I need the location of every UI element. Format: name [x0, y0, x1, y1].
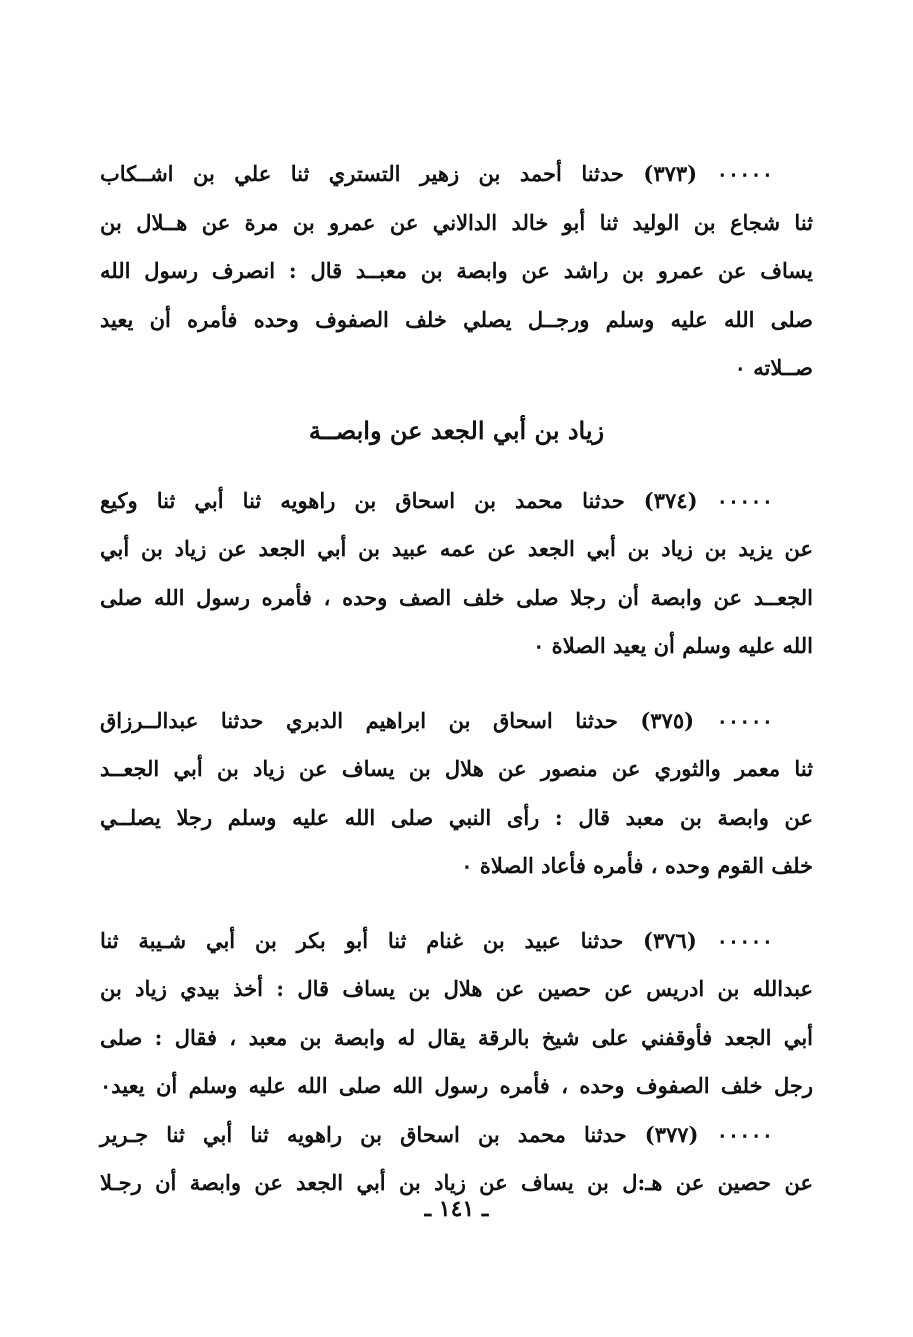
- text-line: عن يزيد بن زياد بن أبي الجعد عن عمه عبيد بن أبي الجعد عن زياد بن أبي: [100, 536, 813, 561]
- text-line: خلف القوم وحده ، فأمره فأعاد الصلاة ٠: [461, 853, 813, 878]
- hadith-374: [100, 477, 813, 671]
- paragraph-gap: [100, 671, 813, 697]
- text-line: عبدالله بن ادريس عن حصين عن هلال بن يساف قال : أخذ بيدي زياد بن: [100, 976, 813, 1001]
- text-line: يساف عن عمرو بن راشد عن وابصة بن معبــد قال : انصرف رسول الله: [100, 258, 813, 283]
- paragraph-gap: [100, 891, 813, 917]
- hadith-375: [100, 697, 813, 891]
- text-line: ٠٠٠٠٠ (٣٧٧) حدثنا محمد بن اسحاق بن راهويه ثنا أبي ثنا جـرير: [100, 1121, 774, 1147]
- text-line: ثنا شجاع بن الوليد ثنا أبو خالد الدالاني عن عمرو بن مرة عن هــلال بن: [100, 209, 813, 235]
- text-line: الجعــد عن وابصة أن رجلا صلى خلف الصف وحده ، فأمره رسول الله صلى: [100, 584, 813, 610]
- text-line: صلى الله عليه وسلم ورجــل يصلي خلف الصفوف وحده فأمره أن يعيد: [100, 306, 814, 332]
- text-line: صــلاته ٠: [734, 355, 813, 380]
- page-number: ـ ١٤١ ـ: [424, 1196, 489, 1222]
- text-line: ثنا معمر والثوري عن منصور عن هلال بن يساف عن زياد بن أبي الجعــد: [100, 756, 813, 781]
- text-line: ٠٠٠٠٠ (٣٧٥) حدثنا اسحاق بن ابراهيم الدبري حدثنا عبدالــرزاق: [100, 707, 774, 733]
- text-line: ٠٠٠٠٠ (٣٧٤) حدثنا محمد بن اسحاق بن راهويه ثنا أبي ثنا وكيع: [100, 487, 773, 513]
- text-line: أبي الجعد فأوقفني على شيخ بالرقة يقال له وابصة بن معبد ، فقال : صلى: [100, 1024, 813, 1050]
- hadith-377: [100, 1111, 813, 1208]
- section-heading: زياد بن أبي الجعد عن وابصــة: [308, 415, 605, 445]
- text-line: رجل خلف الصفوف وحده ، فأمره رسول الله صلى الله عليه وسلم أن يعيد٠: [100, 1073, 813, 1098]
- hadith-373: [100, 150, 813, 393]
- text-line: عن حصين عن هـ:ل بن يساف عن زياد بن أبي الجعد عن وابصة أن رجـلا: [100, 1170, 813, 1195]
- text-line: ٠٠٠٠٠ (٣٧٦) حدثنا عبيد بن غنام ثنا أبو بكر بن أبي شـيبة ثنا: [100, 927, 773, 953]
- hadith-376: [100, 917, 813, 1111]
- text-line: عن وابصة بن معبد قال : رأى النبي صلى الله عليه وسلم رجلا يصلــي: [100, 804, 813, 830]
- text-line: الله عليه وسلم أن يعيد الصلاة ٠: [533, 633, 813, 658]
- text-line: ٠٠٠٠٠ (٣٧٣) حدثنا أحمد بن زهير التستري ثنا علي بن اشــكاب: [100, 161, 773, 186]
